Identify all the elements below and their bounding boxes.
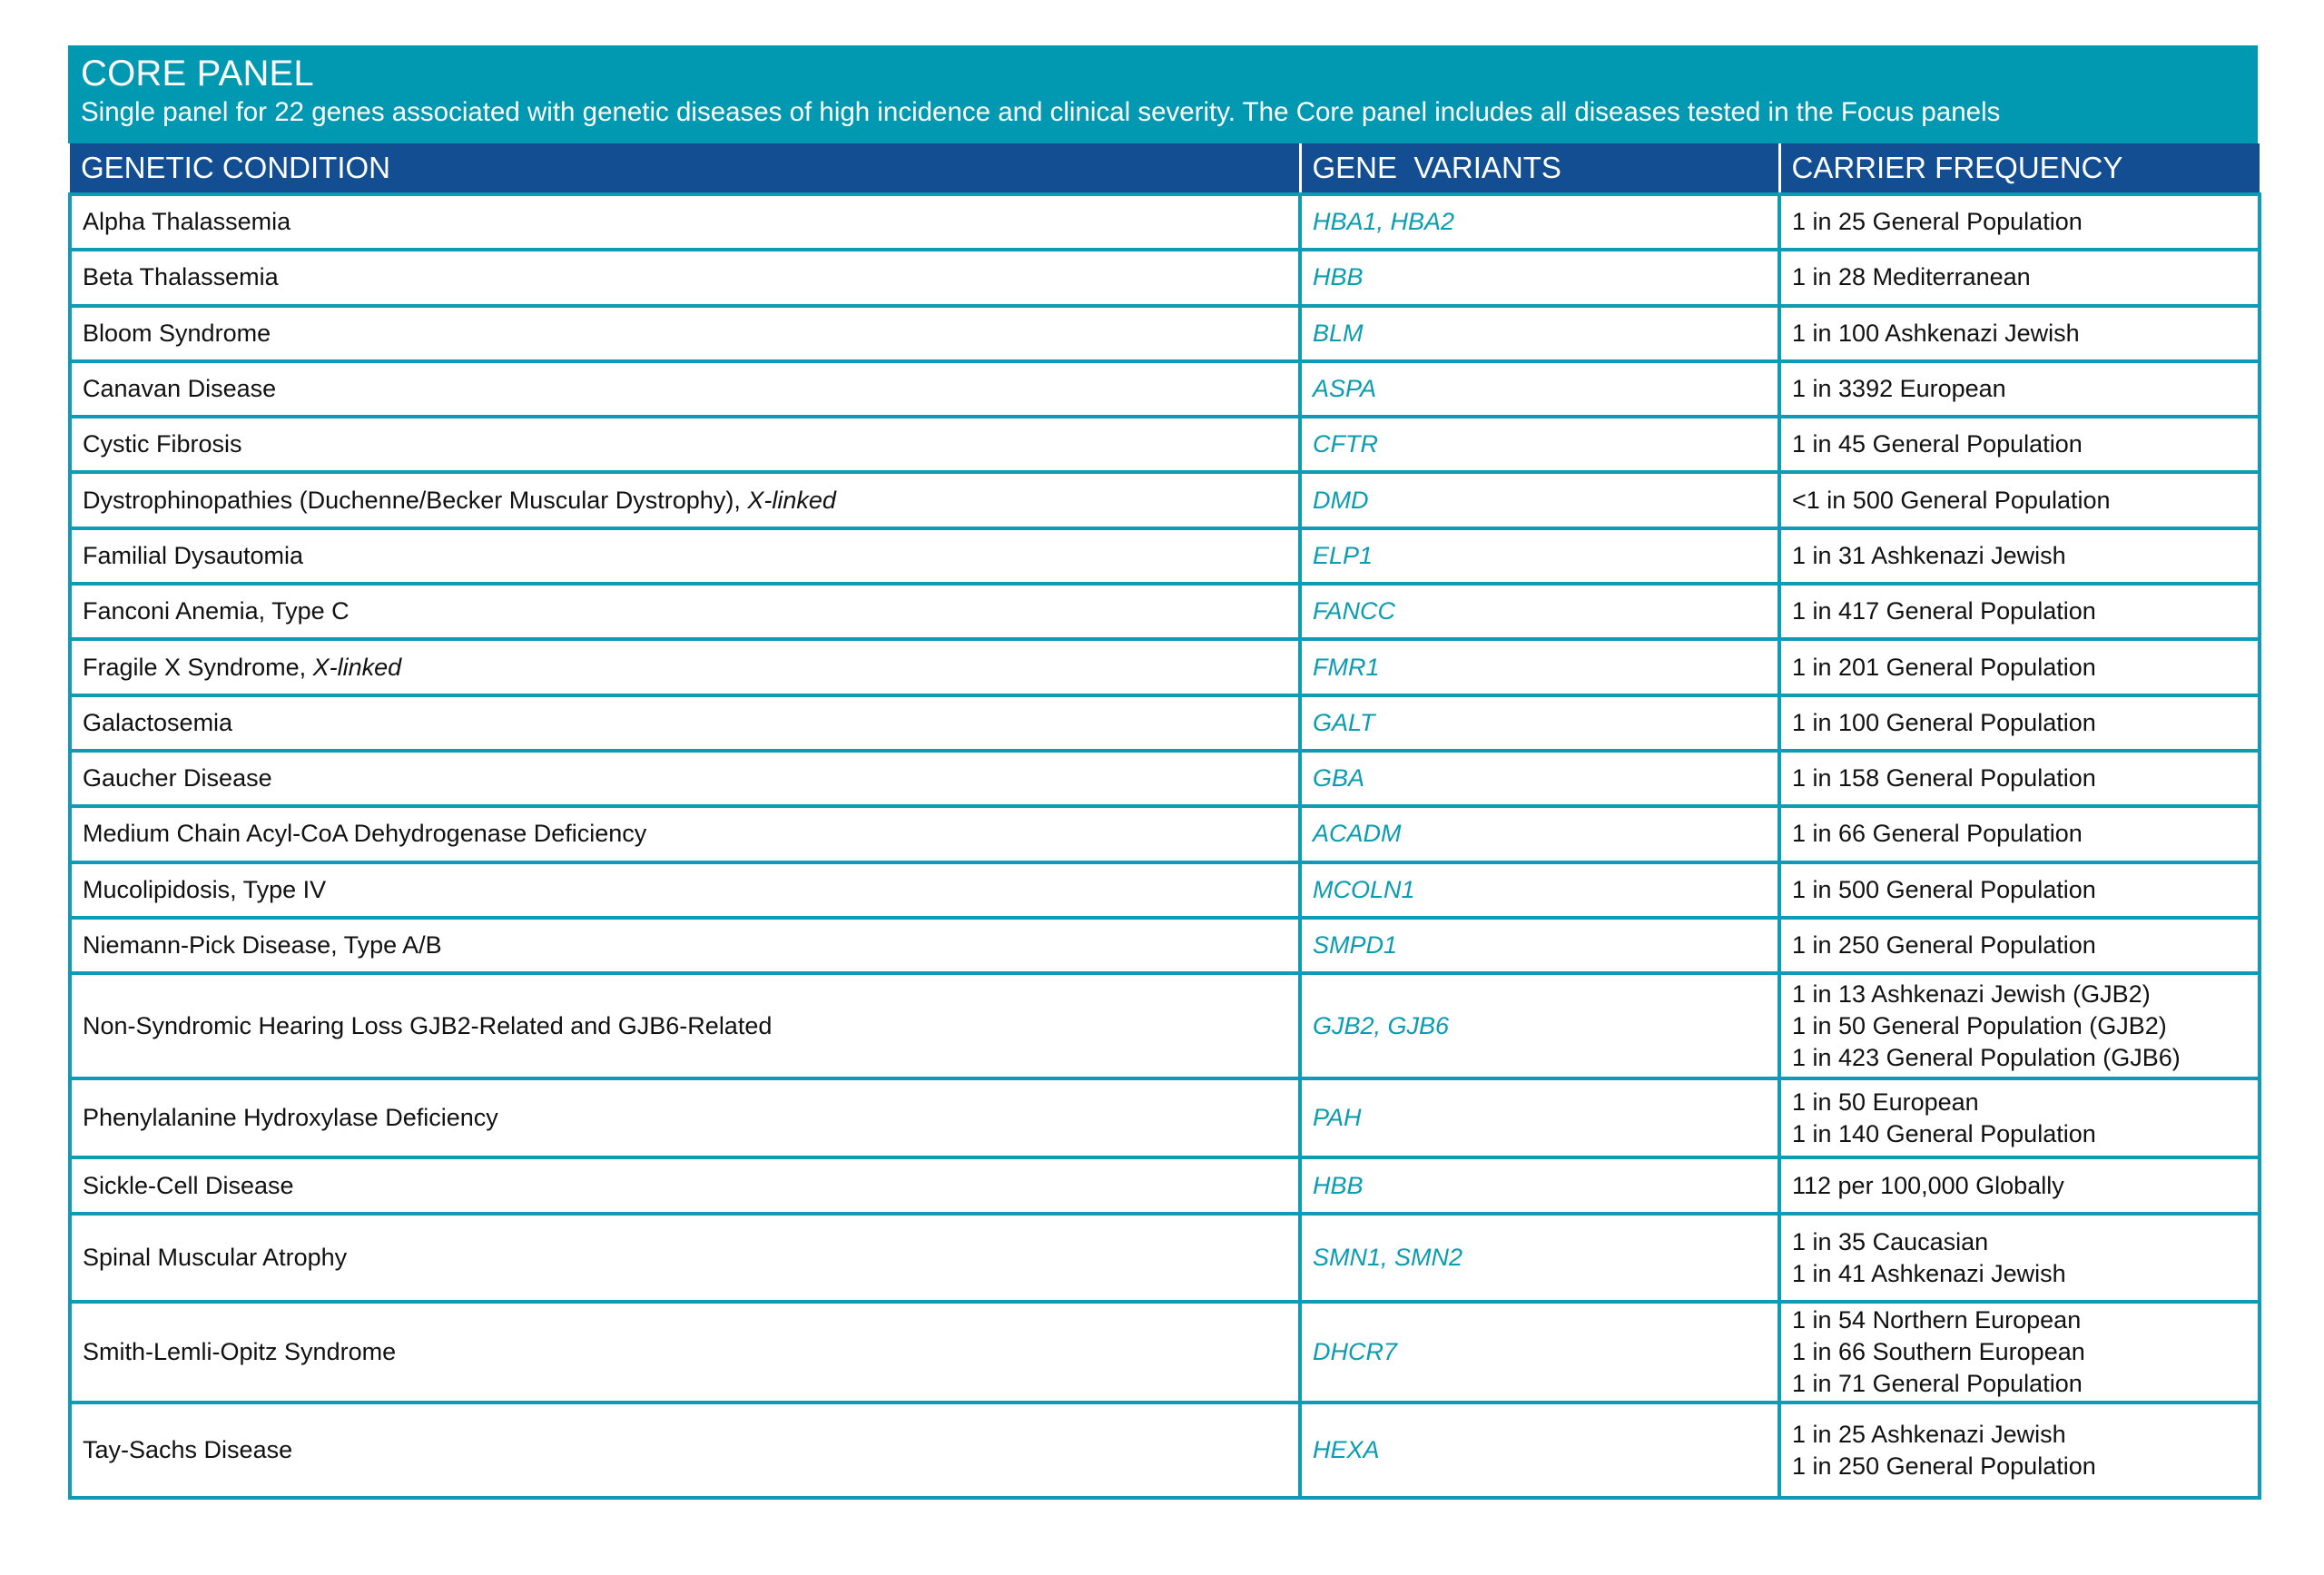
column-header-condition: GENETIC CONDITION bbox=[70, 143, 1300, 194]
table-row bbox=[70, 528, 2260, 584]
carrier-frequency-line: 1 in 100 Ashkenazi Jewish bbox=[1792, 319, 2080, 347]
condition-cell bbox=[70, 194, 1300, 250]
gene-variants-cell: ACADM bbox=[1300, 806, 1779, 861]
table-row bbox=[70, 1214, 2260, 1302]
condition-name: Mucolipidosis, Type IV bbox=[83, 875, 327, 903]
condition-cell bbox=[70, 751, 1300, 806]
carrier-frequency-cell bbox=[1779, 1078, 2260, 1157]
gene-variants-cell: CFTR bbox=[1300, 417, 1779, 472]
table-row bbox=[70, 194, 2260, 250]
table-row bbox=[70, 1302, 2260, 1403]
gene-variants-cell: HBB bbox=[1300, 1157, 1779, 1214]
carrier-frequency-line: 1 in 500 General Population bbox=[1792, 875, 2096, 903]
carrier-frequency-cell bbox=[1779, 472, 2260, 527]
table-row bbox=[70, 639, 2260, 694]
carrier-frequency-line: 1 in 250 General Population bbox=[1792, 1452, 2096, 1480]
gene-variants-cell: DMD bbox=[1300, 472, 1779, 527]
table-row bbox=[70, 695, 2260, 751]
gene-variants-cell: SMPD1 bbox=[1300, 918, 1779, 973]
table-row bbox=[70, 806, 2260, 861]
condition-cell bbox=[70, 1157, 1300, 1214]
carrier-frequency-line: 1 in 45 General Population bbox=[1792, 430, 2083, 458]
carrier-frequency-line: <1 in 500 General Population bbox=[1792, 486, 2111, 514]
condition-cell bbox=[70, 417, 1300, 472]
carrier-frequency-line: 1 in 35 Caucasian bbox=[1792, 1227, 1989, 1255]
carrier-frequency-line: 1 in 13 Ashkenazi Jewish (GJB2) bbox=[1792, 979, 2151, 1008]
gene-variants-cell: GALT bbox=[1300, 695, 1779, 751]
carrier-frequency-line: 1 in 50 European bbox=[1792, 1088, 1979, 1116]
carrier-frequency-cell bbox=[1779, 695, 2260, 751]
condition-name: Cystic Fibrosis bbox=[83, 430, 242, 458]
carrier-frequency-cell bbox=[1779, 862, 2260, 918]
panel-header bbox=[68, 45, 2258, 143]
core-panel bbox=[68, 45, 2258, 1500]
gene-variants-cell: FMR1 bbox=[1300, 639, 1779, 694]
condition-cell bbox=[70, 361, 1300, 417]
gene-variants-cell: FANCC bbox=[1300, 584, 1779, 639]
carrier-frequency-cell bbox=[1779, 584, 2260, 639]
table-row bbox=[70, 306, 2260, 361]
carrier-frequency-line: 1 in 100 General Population bbox=[1792, 708, 2096, 736]
condition-cell bbox=[70, 1403, 1300, 1498]
gene-variants-cell: ASPA bbox=[1300, 361, 1779, 417]
carrier-frequency-line: 1 in 41 Ashkenazi Jewish bbox=[1792, 1259, 2066, 1287]
condition-name: Canavan Disease bbox=[83, 375, 277, 403]
gene-variants-cell: DHCR7 bbox=[1300, 1302, 1779, 1403]
condition-cell bbox=[70, 695, 1300, 751]
inheritance-note: X-linked bbox=[312, 653, 402, 681]
condition-cell bbox=[70, 918, 1300, 973]
carrier-frequency-cell bbox=[1779, 417, 2260, 472]
carrier-frequency-line: 1 in 66 Southern European bbox=[1792, 1338, 2085, 1366]
condition-cell bbox=[70, 250, 1300, 305]
condition-name: Familial Dysautomia bbox=[83, 541, 304, 569]
table-row bbox=[70, 1078, 2260, 1157]
carrier-frequency-line: 1 in 71 General Population bbox=[1792, 1370, 2083, 1398]
carrier-frequency-cell bbox=[1779, 250, 2260, 305]
carrier-frequency-line: 1 in 25 General Population bbox=[1792, 208, 2083, 236]
carrier-frequency-cell bbox=[1779, 306, 2260, 361]
panel-subtitle: Single panel for 22 genes associated with genetic diseases of high incidence and clinical severity. The Core panel includes all diseases tested in the Focus panels bbox=[81, 97, 2001, 127]
table-row bbox=[70, 250, 2260, 305]
carrier-frequency-line: 1 in 201 General Population bbox=[1792, 653, 2096, 681]
condition-name: Fragile X Syndrome, bbox=[83, 653, 313, 681]
condition-cell bbox=[70, 1078, 1300, 1157]
gene-variants-cell: GJB2, GJB6 bbox=[1300, 973, 1779, 1078]
table-row bbox=[70, 918, 2260, 973]
condition-cell bbox=[70, 862, 1300, 918]
condition-name: Bloom Syndrome bbox=[83, 319, 271, 347]
carrier-frequency-line: 1 in 28 Mediterranean bbox=[1792, 263, 2031, 291]
condition-cell bbox=[70, 528, 1300, 584]
gene-variants-cell: PAH bbox=[1300, 1078, 1779, 1157]
carrier-frequency-cell bbox=[1779, 1302, 2260, 1403]
condition-name: Niemann-Pick Disease, Type A/B bbox=[83, 931, 442, 959]
carrier-frequency-cell bbox=[1779, 1214, 2260, 1302]
column-header-gene-variants: GENE VARIANTS bbox=[1300, 143, 1779, 194]
condition-name: Beta Thalassemia bbox=[83, 263, 279, 291]
condition-name: Alpha Thalassemia bbox=[83, 208, 291, 236]
carrier-frequency-cell bbox=[1779, 1157, 2260, 1214]
carrier-frequency-cell bbox=[1779, 639, 2260, 694]
carrier-frequency-cell bbox=[1779, 1403, 2260, 1498]
condition-name: Non-Syndromic Hearing Loss GJB2-Related and GJB6-Related bbox=[83, 1011, 773, 1039]
condition-name: Gaucher Disease bbox=[83, 764, 272, 792]
gene-variants-cell: ELP1 bbox=[1300, 528, 1779, 584]
carrier-frequency-line: 1 in 423 General Population (GJB6) bbox=[1792, 1043, 2181, 1071]
table-row bbox=[70, 1157, 2260, 1214]
table-row bbox=[70, 1403, 2260, 1498]
condition-cell bbox=[70, 1214, 1300, 1302]
carrier-frequency-line: 1 in 31 Ashkenazi Jewish bbox=[1792, 541, 2066, 569]
condition-cell bbox=[70, 973, 1300, 1078]
carrier-frequency-line: 1 in 66 General Population bbox=[1792, 820, 2083, 848]
table-row bbox=[70, 417, 2260, 472]
condition-name: Fanconi Anemia, Type C bbox=[83, 597, 350, 625]
condition-cell bbox=[70, 472, 1300, 527]
carrier-frequency-line: 112 per 100,000 Globally bbox=[1792, 1171, 2064, 1199]
condition-cell bbox=[70, 584, 1300, 639]
gene-variants-cell: HEXA bbox=[1300, 1403, 1779, 1498]
table-row bbox=[70, 584, 2260, 639]
carrier-frequency-cell bbox=[1779, 361, 2260, 417]
condition-cell bbox=[70, 306, 1300, 361]
table-body bbox=[70, 194, 2260, 1498]
condition-name: Smith-Lemli-Opitz Syndrome bbox=[83, 1338, 397, 1366]
carrier-frequency-line: 1 in 250 General Population bbox=[1792, 931, 2096, 959]
genetic-conditions-table bbox=[68, 143, 2261, 1500]
carrier-frequency-cell bbox=[1779, 918, 2260, 973]
carrier-frequency-line: 1 in 54 Northern European bbox=[1792, 1306, 2082, 1334]
gene-variants-cell: GBA bbox=[1300, 751, 1779, 806]
gene-variants-cell: MCOLN1 bbox=[1300, 862, 1779, 918]
condition-name: Medium Chain Acyl-CoA Dehydrogenase Deficiency bbox=[83, 820, 647, 848]
carrier-frequency-cell bbox=[1779, 751, 2260, 806]
condition-name: Sickle-Cell Disease bbox=[83, 1171, 294, 1199]
gene-variants-cell: BLM bbox=[1300, 306, 1779, 361]
table-row bbox=[70, 751, 2260, 806]
carrier-frequency-line: 1 in 140 General Population bbox=[1792, 1119, 2096, 1147]
carrier-frequency-cell bbox=[1779, 806, 2260, 861]
carrier-frequency-line: 1 in 158 General Population bbox=[1792, 764, 2096, 792]
condition-name: Tay-Sachs Disease bbox=[83, 1436, 293, 1464]
carrier-frequency-line: 1 in 417 General Population bbox=[1792, 597, 2096, 625]
condition-name: Spinal Muscular Atrophy bbox=[83, 1244, 348, 1272]
carrier-frequency-cell bbox=[1779, 528, 2260, 584]
condition-name: Galactosemia bbox=[83, 708, 233, 736]
column-header-carrier-frequency: CARRIER FREQUENCY bbox=[1779, 143, 2260, 194]
carrier-frequency-line: 1 in 3392 European bbox=[1792, 375, 2006, 403]
table-row bbox=[70, 862, 2260, 918]
gene-variants-cell: SMN1, SMN2 bbox=[1300, 1214, 1779, 1302]
carrier-frequency-line: 1 in 25 Ashkenazi Jewish bbox=[1792, 1420, 2066, 1448]
carrier-frequency-line: 1 in 50 General Population (GJB2) bbox=[1792, 1011, 2167, 1039]
condition-name: Phenylalanine Hydroxylase Deficiency bbox=[83, 1104, 498, 1132]
condition-cell bbox=[70, 806, 1300, 861]
inheritance-note: X-linked bbox=[747, 486, 836, 514]
table-row bbox=[70, 472, 2260, 527]
table-row bbox=[70, 361, 2260, 417]
table-header-row bbox=[70, 143, 2260, 194]
condition-cell bbox=[70, 1302, 1300, 1403]
carrier-frequency-cell bbox=[1779, 973, 2260, 1078]
carrier-frequency-cell bbox=[1779, 194, 2260, 250]
condition-name: Dystrophinopathies (Duchenne/Becker Muscular Dystrophy), bbox=[83, 486, 748, 514]
gene-variants-cell: HBB bbox=[1300, 250, 1779, 305]
panel-title: CORE PANEL bbox=[81, 54, 314, 94]
condition-cell bbox=[70, 639, 1300, 694]
gene-variants-cell: HBA1, HBA2 bbox=[1300, 194, 1779, 250]
table-row bbox=[70, 973, 2260, 1078]
